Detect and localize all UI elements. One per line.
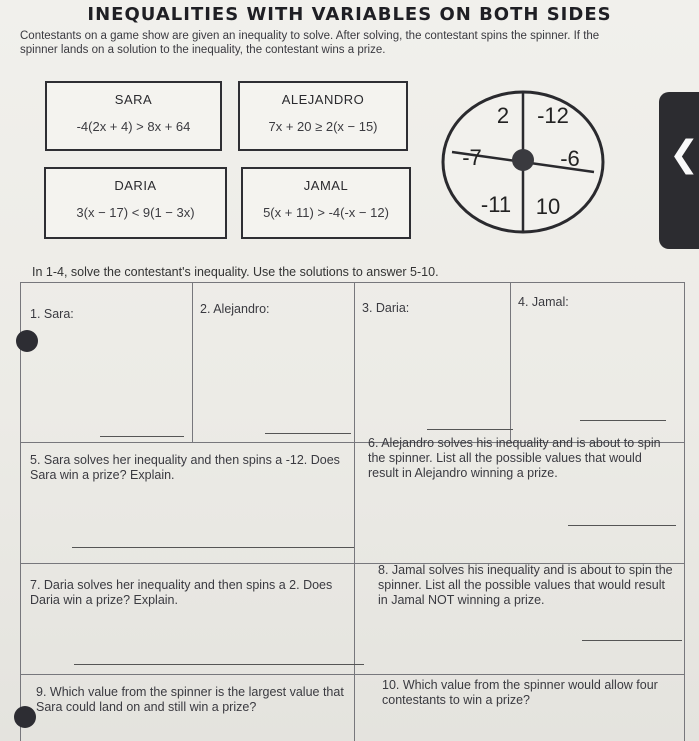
answer-blank-3[interactable] (427, 429, 513, 430)
worksheet-intro: Contestants on a game show are given an inequality to solve. After solving, the contestant spins the spinner. If the spinner lands on a solution to the inequality, the contestant wins a prize. (20, 30, 600, 56)
card-name: ALEJANDRO (281, 92, 365, 107)
answer-blank-4[interactable] (580, 420, 666, 421)
spinner-hub (512, 149, 534, 171)
answer-blank-2[interactable] (265, 433, 351, 434)
worksheet-title: INEQUALITIES WITH VARIABLES ON BOTH SIDES (87, 4, 612, 25)
hole-punch (14, 706, 36, 728)
card-name: SARA (114, 92, 153, 107)
question-8: 8. Jamal solves his inequality and is about to spin the spinner. List all the possible values that would result in Jamal NOT winning a prize. (378, 563, 673, 607)
spinner-value: -7 (462, 145, 482, 170)
answer-line-7[interactable] (74, 664, 364, 665)
card-daria (44, 167, 227, 239)
grid-line (20, 282, 21, 741)
question-4-label: 4. Jamal: (518, 295, 569, 309)
grid-line (510, 282, 511, 442)
answer-blank-1[interactable] (100, 436, 184, 437)
card-jamal (241, 167, 411, 239)
grid-line (192, 282, 193, 442)
question-5: 5. Sara solves her inequality and then spins a -12. Does Sara win a prize? Explain. (30, 453, 340, 482)
question-6: 6. Alejandro solves his inequality and is about to spin the spinner. List all the possible values that would result in Alejandro winning a prize. (368, 436, 661, 480)
question-9: 9. Which value from the spinner is the largest value that Sara could land on and still win a prize? (36, 685, 344, 714)
question-3-label: 3. Daria: (362, 301, 410, 315)
grid-line (20, 282, 685, 283)
answer-line-5[interactable] (72, 547, 354, 548)
grid-line (20, 674, 685, 675)
answer-line-6[interactable] (568, 525, 676, 526)
question-7: 7. Daria solves her inequality and then spins a 2. Does Daria win a prize? Explain. (30, 578, 333, 607)
spinner-value: -6 (560, 146, 580, 171)
question-10: 10. Which value from the spinner would allow four contestants to win a prize? (382, 678, 658, 707)
spinner-value: -12 (537, 103, 569, 128)
card-inequality: 3(x − 17) < 9(1 − 3x) (76, 205, 195, 220)
spinner-value: 2 (496, 103, 510, 128)
answer-grid (20, 282, 685, 741)
card-inequality: 7x + 20 ≥ 2(x − 15) (268, 119, 378, 134)
spinner-value: 10 (535, 194, 561, 219)
card-inequality: -4(2x + 4) > 8x + 64 (76, 119, 191, 134)
card-inequality: 5(x + 11) > -4(-x − 12) (263, 205, 389, 220)
phone-overlay (659, 92, 699, 249)
spinner-wheel (440, 90, 606, 240)
chevron-left-icon[interactable]: ❮ (669, 134, 699, 175)
answer-line-8[interactable] (582, 640, 682, 641)
card-name: DARIA (114, 178, 157, 193)
question-2-label: 2. Alejandro: (200, 302, 270, 316)
directions: In 1-4, solve the contestant's inequality. Use the solutions to answer 5-10. (32, 265, 439, 279)
card-sara (45, 81, 222, 151)
card-name: JAMAL (303, 178, 349, 193)
hole-punch (16, 330, 38, 352)
card-alejandro (238, 81, 408, 151)
grid-line (354, 282, 355, 741)
spinner-value: -11 (480, 192, 512, 217)
grid-line (684, 282, 685, 741)
question-1-label: 1. Sara: (30, 307, 74, 321)
